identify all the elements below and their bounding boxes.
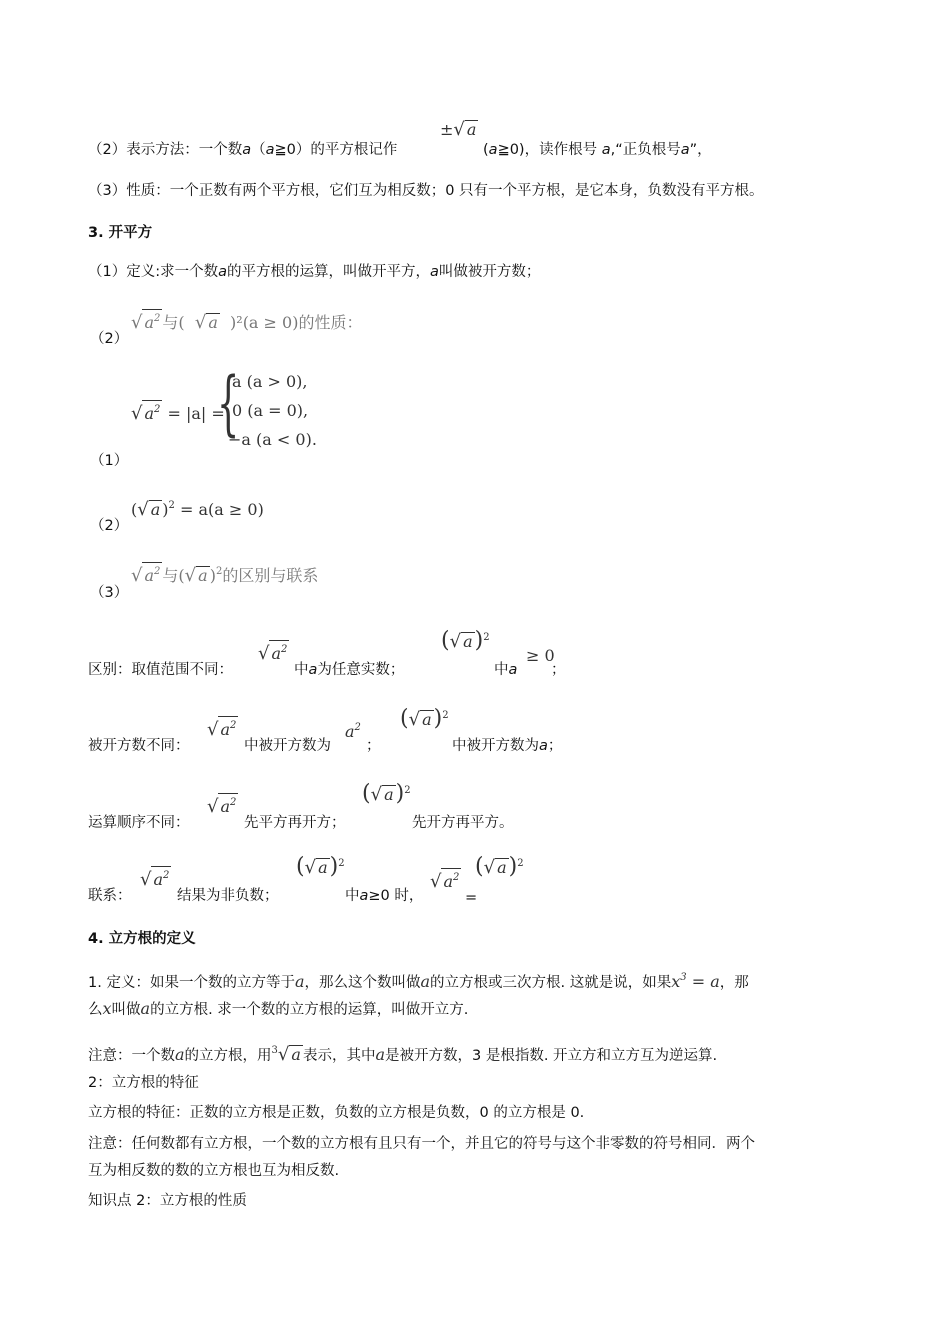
item-2-label: （2） [90,331,129,347]
diff3-label: 运算顺序不同： [88,815,190,831]
link-paren-sqrt-a-b: (√ a)$^2$ [475,854,524,879]
cube-def-line1: 1. 定义：如果一个数的立方等于a，那么这个数叫做a的立方根或三次方根. 这就是说，如果$x^3 = a$，那 [88,972,749,991]
diff2-end: ； [366,738,381,754]
diff1-cond: ≥ 0 [526,646,555,665]
diff1-sqrt-a2: √ $a^2$ [258,640,289,664]
diff1-paren-sqrt-a: (√ a)$^2$ [441,628,490,653]
cube-feature-line: 立方根的特征：正数的立方根是正数，负数的立方根是负数，0 的立方根是 0. [88,1105,585,1121]
diff2-label: 被开方数不同： [88,738,190,754]
diff1-end: ； [551,662,566,678]
diff1-mid: 中a为任意实数； [294,662,405,678]
sqrt-a-squared: √ $a^2 = |a|$ = [131,400,225,424]
diff3-tail: 先开方再平方。 [412,815,514,831]
link-paren-sqrt-a: (√ a)$^2$ [296,854,345,879]
link-eq: = [465,890,478,906]
diff3-sqrt-a2: √ $a^2$ [207,793,238,817]
sqrt-a-squared-identity: (√ a )$^2$ = a(a ≥ 0) [131,499,264,520]
diff2-tail: 中被开方数为a； [452,738,563,754]
subheading-2: 2：立方根的特征 [88,1075,199,1091]
item-c-label: （3） [90,585,129,601]
difference-formula: √ $a^2$ 与(√ a )$^2$的区别与联系 [131,562,318,586]
section-heading-3: 3. 开平方 [88,225,153,241]
property-line: （3）性质：一个正数有两个平方根，它们互为相反数；0 只有一个平方根，是它本身，负数没有平方根。 [88,183,764,199]
definition-line: （1）定义:求一个数a的平方根的运算，叫做开平方，a叫做被开方数； [88,264,541,280]
properties-formula: √ $a^2$ 与( √ a )²(a ≥ 0)的性质： [131,309,362,333]
cube-def-line2: 么x叫做a的立方根. 求一个数的立方根的运算，叫做开立方. [88,999,469,1018]
link-mid2: 中a≥0 时， [345,888,424,904]
cube-note2-line1: 注意：任何数都有立方根，一个数的立方根有且只有一个，并且它的符号与这个非零数的符号相同．两个 [88,1136,755,1152]
piece-negative: −a (a < 0). [228,430,317,449]
notation-line-tail: (a≧0)，读作根号 a,“正负根号a”， [483,142,712,158]
diff2-sqrt-a2: √ $a^2$ [207,716,238,740]
cube-note2-line2: 互为相反数的数的立方根也互为相反数. [88,1163,340,1179]
diff2-a-squared: $a^2$ [345,722,361,741]
diff2-paren-sqrt-a: (√ a)$^2$ [400,706,449,731]
pm-sqrt-a-formula: ±√ a [440,119,477,140]
left-brace: { [217,362,240,444]
link-sqrt-a2: √ $a^2$ [140,866,171,890]
item-a-label: （1） [90,453,129,469]
diff3-mid: 先平方再开方； [244,815,346,831]
link-sqrt-a2-b: √ $a^2$ [430,868,461,892]
diff1-line: 区别：取值范围不同： [88,662,233,678]
diff3-paren-sqrt-a: (√ a)$^2$ [362,781,411,806]
item-b-label: （2） [90,518,129,534]
section-heading-4: 4. 立方根的定义 [88,931,196,947]
piece-zero: 0 (a = 0), [232,401,309,420]
diff2-mid: 中被开方数为 [244,738,331,754]
knowledge-point-2: 知识点 2：立方根的性质 [88,1193,247,1209]
notation-line: （2）表示方法：一个数a（a≧0）的平方根记作 [88,142,398,158]
piece-positive: a (a > 0), [232,372,308,391]
cube-note-line: 注意：一个数a的立方根，用$^3$√ a 表示，其中a是被开方数，3 是根指数. 开立方和立方互为逆运算. [88,1044,718,1065]
diff1-mid3: 中a [494,662,518,678]
link-label: 联系： [88,888,132,904]
link-mid: 结果为非负数； [177,888,279,904]
